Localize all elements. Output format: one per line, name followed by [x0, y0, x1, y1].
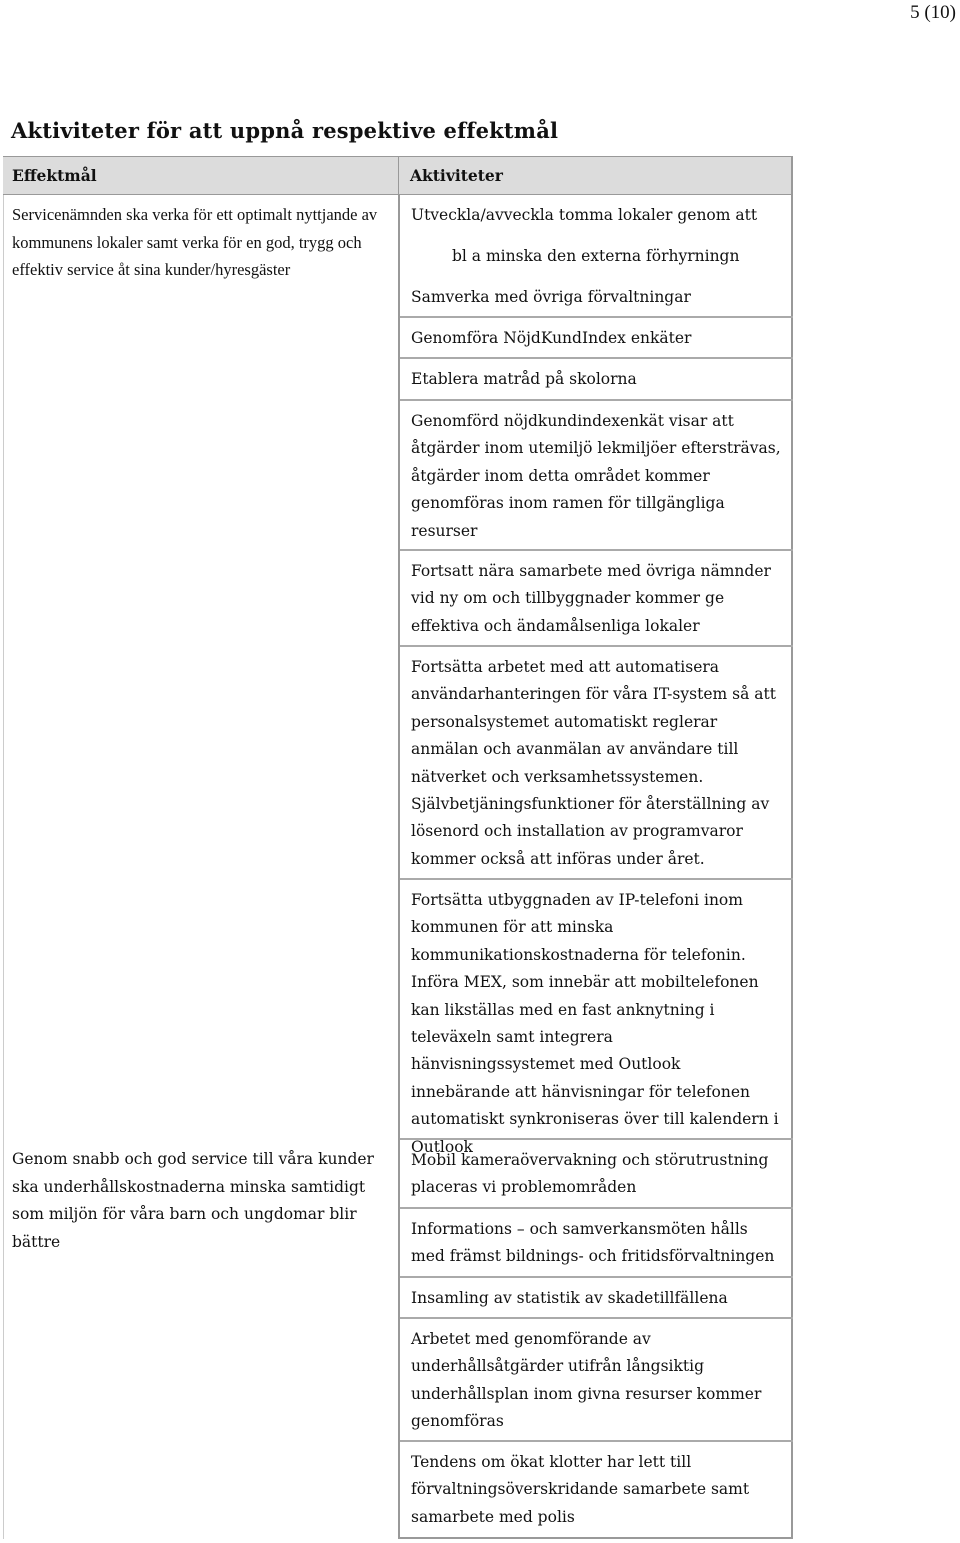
activities-column — [400, 195, 793, 1538]
goal-cell: Servicenämnden ska verka för ett optimalt nyttjande av kommunens lokaler samt verka för en god, trygg och effektiv service åt sina kunder/hyresgäster — [12, 205, 378, 279]
activity-row: Genomförd nöjdkundindexenkät visar att åtgärder inom utemiljö lekmiljöer eftersträvas, åtgärder inom detta området kommer genomföras inom ramen för tillgängliga resurser — [400, 401, 793, 551]
column-header-goal: Effektmål — [3, 156, 398, 195]
column-header-activities: Aktiviteter — [398, 156, 793, 195]
goals-activities-table — [3, 156, 793, 1539]
activity-row: Utveckla/avveckla tomma lokaler genom att — [411, 206, 758, 224]
activity-row: Genomföra NöjdKundIndex enkäter — [400, 318, 793, 359]
activity-row: Insamling av statistik av skadetillfällena — [400, 1278, 793, 1319]
goal-cell: Genom snabb och god service till våra kunder ska underhållskostnaderna minska samtidigt som miljön för våra barn och ungdomar blir bättre — [12, 1150, 374, 1251]
activity-row: Samverka med övriga förvaltningar — [400, 277, 793, 318]
activity-row: Informations – och samverkansmöten hålls med främst bildnings- och fritidsförvaltningen — [400, 1209, 793, 1278]
activity-row: Fortsatt nära samarbete med övriga nämnder vid ny om och tillbyggnader kommer ge effektiva och ändamålsenliga lokaler — [400, 551, 793, 647]
activity-row: Fortsätta arbetet med att automatisera användarhanteringen för våra IT-system så att personalsystemet automatiskt reglerar anmälan och avanmälan av användare till nätverket och verksamhetssystemen. Självbetjäningsfunktioner för återställning av lösenord och installation av programvaror kommer också att införas under året. — [400, 647, 793, 880]
activity-row: Tendens om ökat klotter har lett till förvaltningsöverskridande samarbete samt samarbete med polis — [411, 1453, 750, 1526]
activity-row: Arbetet med genomförande av underhållsåtgärder utifrån långsiktig underhållsplan inom givna resurser kommer genomföras — [400, 1319, 793, 1442]
activity-row: Fortsätta utbyggnaden av IP-telefoni inom kommunen för att minska kommunikationskostnaderna för telefonin. Införa MEX, som innebär att mobiltelefonen kan likställas med en fast anknytning i televäxeln samt integrera hänvisningssystemet med Outlook innebärande att hänvisningar för telefonen automatiskt synkroniseras över till kalendern i Outlook — [400, 880, 793, 1140]
section-heading: Aktiviteter för att uppnå respektive effektmål — [11, 118, 559, 143]
activity-row: Mobil kameraövervakning och störutrustning placeras vi problemområden — [400, 1140, 793, 1209]
activity-row: bl a minska den externa förhyrningn — [452, 247, 740, 265]
activity-row: Etablera matråd på skolorna — [400, 359, 793, 401]
table-left-border — [3, 195, 4, 1539]
page-number: 5 (10) — [910, 2, 956, 23]
